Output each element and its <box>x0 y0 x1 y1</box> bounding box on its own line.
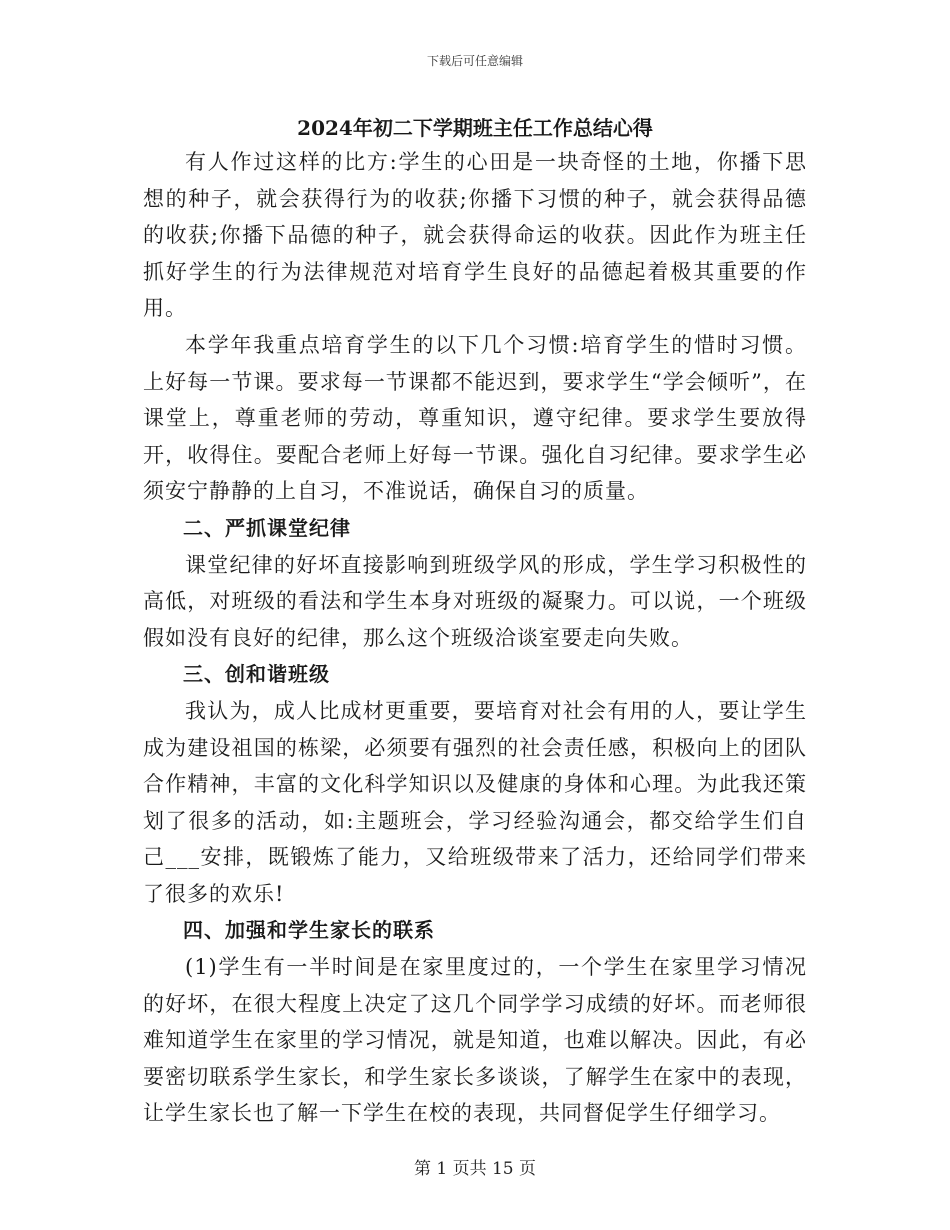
header-note: 下载后可任意编辑 <box>426 54 523 68</box>
paragraph-harmonious-class: 我认为，成人比成材更重要，要培育对社会有用的人，要让学生成为建设祖国的栋梁，必须要有强烈的社会责任感，积极向上的团队合作精神，丰富的文化科学知识以及健康的身体和心理。为此我还策划了很多的活动，如:主题班会，学习经验沟通会，都交给学生们自己___安排，既锻炼了能力，又给班级带来了活力，还给同学们带来了很多的欢乐! <box>143 698 807 906</box>
document-body <box>143 112 807 1132</box>
paragraph-classroom-discipline: 课堂纪律的好坏直接影响到班级学风的形成，学生学习积极性的高低，对班级的看法和学生本身对班级的凝聚力。可以说，一个班级假如没有良好的纪律，那么这个班级洽谈室要走向失败。 <box>143 552 807 650</box>
page-number-footer: 第 1 页共 15 页 <box>413 1159 537 1179</box>
section-heading-parent-contact: 四、加强和学生家长的联系 <box>183 918 435 943</box>
document-title: 2024年初二下学期班主任工作总结心得 <box>297 116 653 140</box>
paragraph-habits: 本学年我重点培育学生的以下几个习惯:培育学生的惜时习惯。上好每一节课。要求每一节课都不能迟到，要求学生“学会倾听”，在课堂上，尊重老师的劳动，尊重知识，遵守纪律。要求学生要放得开，收得住。要配合老师上好每一节课。强化自习纪律。要求学生必须安宁静静的上自习，不准说话，确保自习的质量。 <box>143 332 807 504</box>
paragraph-parent-contact: (1)学生有一半时间是在家里度过的，一个学生在家里学习情况的好坏，在很大程度上决定了这几个同学学习成绩的好坏。而老师很难知道学生在家里的学习情况，就是知道，也难以解决。因此，有必要密切联系学生家长，和学生家长多谈谈，了解学生在家中的表现，让学生家长也了解一下学生在校的表现，共同督促学生仔细学习。 <box>143 955 807 1126</box>
section-heading-classroom-discipline: 二、严抓课堂纪律 <box>183 515 351 540</box>
section-heading-harmonious-class: 三、创和谐班级 <box>183 662 330 687</box>
paragraph-metaphor: 有人作过这样的比方:学生的心田是一块奇怪的土地，你播下思想的种子，就会获得行为的收获;你播下习惯的种子，就会获得品德的收获;你播下品德的种子，就会获得命运的收获。因此作为班主任抓好学生的行为法律规范对培育学生良好的品德起着极其重要的作用。 <box>143 150 807 321</box>
